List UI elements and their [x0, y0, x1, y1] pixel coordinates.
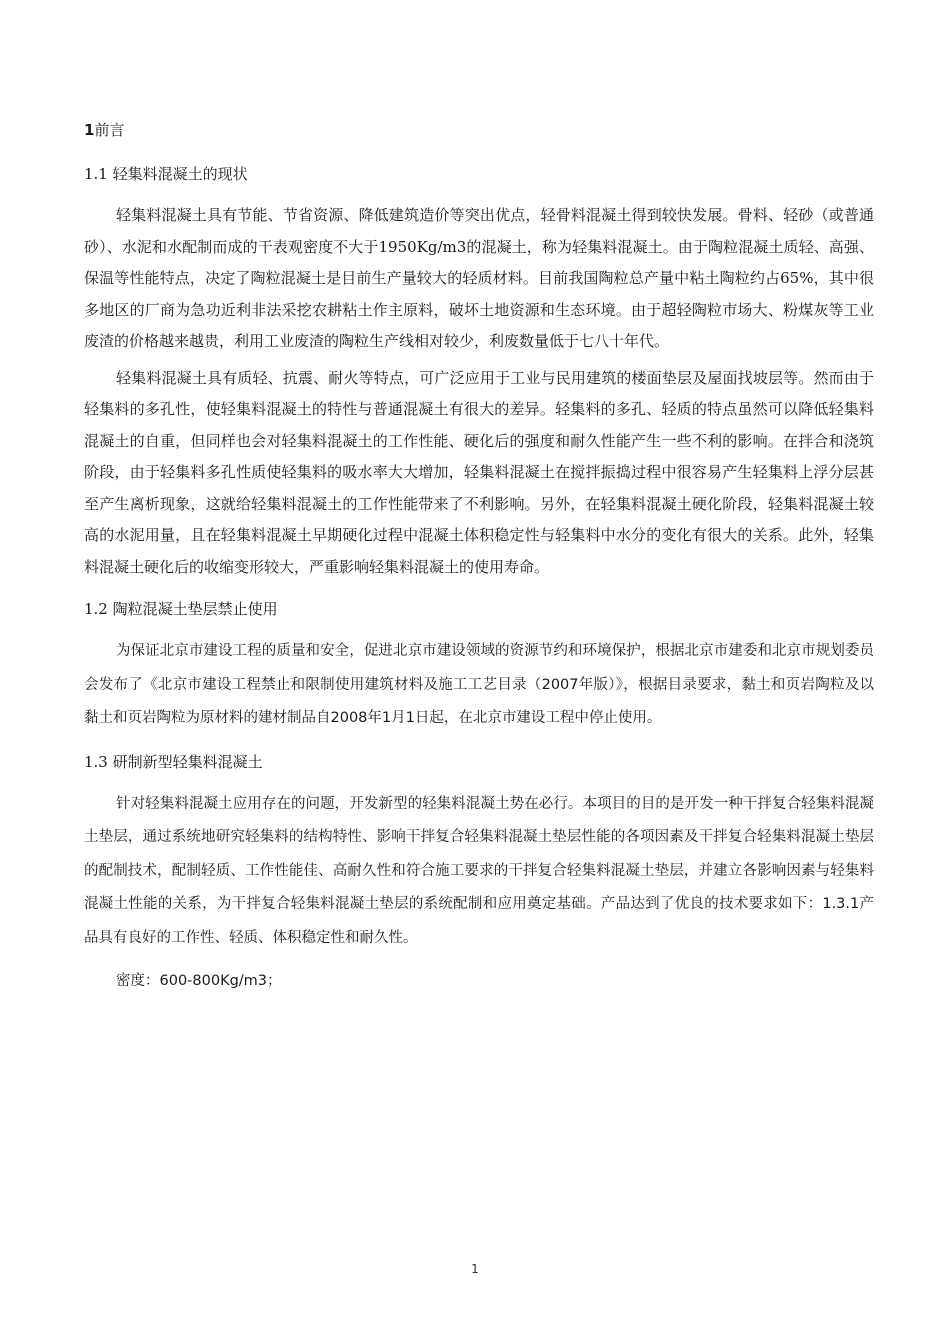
chapter-title: 前言 [94, 121, 125, 139]
paragraph: 针对轻集料混凝土应用存在的问题，开发新型的轻集料混凝土势在必行。本项目的目的是开发一种干拌复合轻集料混凝土垫层，通过系统地研究轻集料的结构特性、影响干拌复合轻集料混凝土垫层性能的各项因素及干拌复合轻集料混凝土垫层的配制技术，配制轻质、工作性能佳、高耐久性和符合施工要求的干拌复合轻集料混凝土垫层，并建立各影响因素与轻集料混凝土性能的关系，为干拌复合轻集料混凝土垫层的系统配制和应用奠定基础。产品达到了优良的技术要求如下：1.3.1产品具有良好的工作性、轻质、体积稳定性和耐久性。 [84, 795, 874, 946]
section-heading-1-2: 1.2 陶粒混凝土垫层禁止使用 [84, 600, 278, 618]
section-heading-1-1: 1.1 轻集料混凝土的现状 [84, 165, 248, 183]
chapter-heading [84, 116, 874, 144]
chapter-number: 1 [84, 121, 95, 139]
document-body [84, 116, 874, 995]
density-spec: 密度：600-800Kg/m3； [116, 973, 282, 989]
page-number: 1 [471, 1262, 479, 1276]
paragraph: 为保证北京市建设工程的质量和安全，促进北京市建设领域的资源节约和环境保护，根据北京市建委和北京市规划委员会发布了《北京市建设工程禁止和限制使用建筑材料及施工工艺目录（2007年版）》，根据目录要求，黏土和页岩陶粒及以黏土和页岩陶粒为原材料的建材制品自2008年1月1日起，在北京市建设工程中停止使用。 [84, 643, 874, 726]
section-heading-1-3: 1.3 研制新型轻集料混凝土 [84, 752, 263, 771]
paragraph: 轻集料混凝土具有质轻、抗震、耐火等特点，可广泛应用于工业与民用建筑的楼面垫层及屋面找坡层等。然而由于轻集料的多孔性，使轻集料混凝土的特性与普通混凝土有很大的差异。轻集料的多孔、轻质的特点虽然可以降低轻集料混凝土的自重，但同样也会对轻集料混凝土的工作性能、硬化后的强度和耐久性能产生一些不利的影响。在拌合和浇筑阶段，由于轻集料多孔性质使轻集料的吸水率大大增加，轻集料混凝土在搅拌振捣过程中很容易产生轻集料上浮分层甚至产生离析现象，这就给轻集料混凝土的工作性能带来了不利影响。另外，在轻集料混凝土硬化阶段，轻集料混凝土较高的水泥用量，且在轻集料混凝土早期硬化过程中混凝土体积稳定性与轻集料中水分的变化有很大的关系。此外，轻集料混凝土硬化后的收缩变形较大，严重影响轻集料混凝土的使用寿命。 [84, 368, 874, 576]
paragraph: 轻集料混凝土具有节能、节省资源、降低建筑造价等突出优点，轻骨料混凝土得到较快发展。骨料、轻砂（或普通砂）、水泥和水配制而成的干表观密度不大于1950Kg/m3的混凝土，称为轻集料混凝土。由于陶粒混凝土质轻、高强、保温等性能特点，决定了陶粒混凝土是目前生产量较大的轻质材料。目前我国陶粒总产量中粘土陶粒约占65%，其中很多地区的厂商为急功近利非法采挖农耕粘土作主原料，破坏土地资源和生态环境。由于超轻陶粒市场大、粉煤灰等工业废渣的价格越来越贵，利用工业废渣的陶粒生产线相对较少，利废数量低于七八十年代。 [84, 206, 874, 350]
